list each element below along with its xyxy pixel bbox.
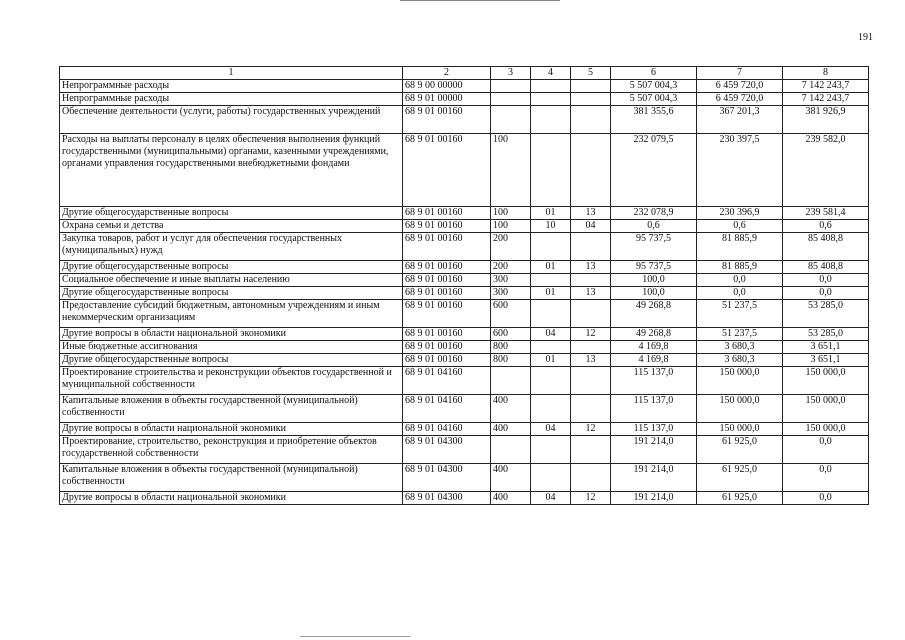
cell-col8: 3 651,1 (783, 341, 869, 354)
cell-name: Иные бюджетные ассигнования (60, 341, 403, 354)
cell-name: Капитальные вложения в объекты государственной (муниципальной) собственности (60, 395, 403, 423)
cell-col7: 6 459 720,0 (697, 93, 783, 106)
table-row (60, 464, 869, 492)
cell-col4: 01 (531, 207, 571, 220)
table-row (60, 207, 869, 220)
cell-code: 68 9 01 00160 (403, 106, 491, 134)
col-header-5: 5 (571, 67, 611, 80)
cell-col7: 150 000,0 (697, 423, 783, 436)
cell-col6: 4 169,8 (611, 354, 697, 367)
cell-col5 (571, 274, 611, 287)
cell-col8: 7 142 243,7 (783, 93, 869, 106)
cell-col4: 04 (531, 328, 571, 341)
cell-col6: 115 137,0 (611, 367, 697, 395)
header-row (60, 67, 869, 80)
cell-col4 (531, 341, 571, 354)
cell-col6: 95 737,5 (611, 261, 697, 274)
table-row (60, 300, 869, 328)
cell-col5 (571, 80, 611, 93)
top-rule (400, 0, 560, 1)
cell-name: Предоставление субсидий бюджетным, автономным учреждениям и иным некоммерческим организациям (60, 300, 403, 328)
cell-col5 (571, 93, 611, 106)
table-row (60, 93, 869, 106)
cell-col3 (491, 367, 531, 395)
cell-col7: 0,6 (697, 220, 783, 233)
cell-col6: 232 079,5 (611, 134, 697, 207)
table-row (60, 220, 869, 233)
cell-col4: 01 (531, 287, 571, 300)
cell-code: 68 9 01 00160 (403, 328, 491, 341)
cell-name: Другие вопросы в области национальной экономики (60, 492, 403, 505)
cell-name: Закупка товаров, работ и услуг для обеспечения государственных (муниципальных) нужд (60, 233, 403, 261)
cell-col3: 100 (491, 134, 531, 207)
cell-code: 68 9 01 04300 (403, 464, 491, 492)
cell-col4 (531, 367, 571, 395)
cell-col5 (571, 367, 611, 395)
table-row (60, 423, 869, 436)
cell-code: 68 9 00 00000 (403, 80, 491, 93)
cell-col3: 200 (491, 233, 531, 261)
cell-col3: 200 (491, 261, 531, 274)
cell-col8: 0,6 (783, 220, 869, 233)
cell-code: 68 9 01 00160 (403, 134, 491, 207)
cell-code: 68 9 01 04300 (403, 436, 491, 464)
cell-code: 68 9 01 04160 (403, 423, 491, 436)
table-row (60, 492, 869, 505)
cell-col8: 239 582,0 (783, 134, 869, 207)
cell-name: Другие общегосударственные вопросы (60, 207, 403, 220)
cell-col6: 4 169,8 (611, 341, 697, 354)
cell-col6: 49 268,8 (611, 328, 697, 341)
cell-col5 (571, 233, 611, 261)
cell-col7: 51 237,5 (697, 328, 783, 341)
cell-col6: 100,0 (611, 274, 697, 287)
cell-name: Обеспечение деятельности (услуги, работы) государственных учреждений (60, 106, 403, 134)
cell-col3: 400 (491, 492, 531, 505)
cell-code: 68 9 01 00160 (403, 261, 491, 274)
table-row (60, 367, 869, 395)
cell-name: Проектирование, строительство, реконструкция и приобретение объектов государственной собственности (60, 436, 403, 464)
cell-code: 68 9 01 00160 (403, 220, 491, 233)
cell-name: Капитальные вложения в объекты государственной (муниципальной) собственности (60, 464, 403, 492)
cell-col8: 85 408,8 (783, 261, 869, 274)
cell-col7: 6 459 720,0 (697, 80, 783, 93)
cell-col3: 100 (491, 207, 531, 220)
cell-col3: 800 (491, 354, 531, 367)
cell-col4 (531, 464, 571, 492)
cell-col7: 61 925,0 (697, 464, 783, 492)
cell-col4 (531, 274, 571, 287)
cell-col6: 191 214,0 (611, 436, 697, 464)
budget-table (59, 66, 869, 505)
table-row (60, 80, 869, 93)
cell-col3: 600 (491, 300, 531, 328)
cell-col3 (491, 93, 531, 106)
bottom-rule (300, 636, 410, 637)
cell-name: Расходы на выплаты персоналу в целях обеспечения выполнения функций государственными (муниципальными) органами, казенными учреждениями, органами управления государственными внебюджетными фондами (60, 134, 403, 207)
cell-col6: 381 355,6 (611, 106, 697, 134)
cell-code: 68 9 01 00160 (403, 233, 491, 261)
cell-col3: 400 (491, 395, 531, 423)
cell-col8: 85 408,8 (783, 233, 869, 261)
table-row (60, 341, 869, 354)
col-header-6: 6 (611, 67, 697, 80)
cell-col5: 13 (571, 287, 611, 300)
cell-col8: 381 926,9 (783, 106, 869, 134)
cell-col5 (571, 106, 611, 134)
cell-col4 (531, 80, 571, 93)
cell-col7: 0,0 (697, 274, 783, 287)
cell-code: 68 9 01 00160 (403, 207, 491, 220)
cell-col3: 400 (491, 464, 531, 492)
cell-col6: 115 137,0 (611, 423, 697, 436)
cell-name: Охрана семьи и детства (60, 220, 403, 233)
cell-col8: 53 285,0 (783, 300, 869, 328)
cell-col6: 191 214,0 (611, 492, 697, 505)
cell-col4: 04 (531, 423, 571, 436)
table-row (60, 233, 869, 261)
cell-col5 (571, 464, 611, 492)
cell-col3 (491, 80, 531, 93)
cell-name: Другие вопросы в области национальной экономики (60, 328, 403, 341)
cell-col5: 13 (571, 207, 611, 220)
cell-col7: 0,0 (697, 287, 783, 300)
cell-col3: 300 (491, 287, 531, 300)
cell-col3: 800 (491, 341, 531, 354)
cell-col4 (531, 436, 571, 464)
cell-col4 (531, 93, 571, 106)
col-header-4: 4 (531, 67, 571, 80)
cell-col4: 10 (531, 220, 571, 233)
cell-col5: 13 (571, 354, 611, 367)
cell-col7: 230 396,9 (697, 207, 783, 220)
cell-col6: 100,0 (611, 287, 697, 300)
cell-col5 (571, 341, 611, 354)
cell-code: 68 9 01 00160 (403, 287, 491, 300)
cell-col4: 01 (531, 261, 571, 274)
cell-col6: 5 507 004,3 (611, 80, 697, 93)
cell-col8: 7 142 243,7 (783, 80, 869, 93)
cell-col4 (531, 106, 571, 134)
table-row (60, 328, 869, 341)
cell-col5: 12 (571, 423, 611, 436)
cell-code: 68 9 01 00000 (403, 93, 491, 106)
table-row (60, 354, 869, 367)
cell-code: 68 9 01 00160 (403, 354, 491, 367)
col-header-2: 2 (403, 67, 491, 80)
cell-code: 68 9 01 04160 (403, 395, 491, 423)
cell-col6: 5 507 004,3 (611, 93, 697, 106)
table-row (60, 436, 869, 464)
cell-col5: 12 (571, 492, 611, 505)
cell-col4 (531, 395, 571, 423)
cell-code: 68 9 01 04160 (403, 367, 491, 395)
cell-col6: 232 078,9 (611, 207, 697, 220)
table-body (60, 67, 869, 505)
cell-col7: 3 680,3 (697, 341, 783, 354)
cell-col4 (531, 134, 571, 207)
cell-col8: 0,0 (783, 274, 869, 287)
cell-col7: 81 885,9 (697, 261, 783, 274)
cell-col5 (571, 300, 611, 328)
cell-name: Социальное обеспечение и иные выплаты населению (60, 274, 403, 287)
cell-col8: 150 000,0 (783, 423, 869, 436)
cell-col3: 600 (491, 328, 531, 341)
cell-col5 (571, 395, 611, 423)
cell-col3 (491, 106, 531, 134)
cell-col7: 150 000,0 (697, 395, 783, 423)
cell-col5 (571, 436, 611, 464)
cell-col5 (571, 134, 611, 207)
cell-name: Другие общегосударственные вопросы (60, 287, 403, 300)
cell-name: Другие вопросы в области национальной экономики (60, 423, 403, 436)
col-header-1: 1 (60, 67, 403, 80)
cell-col8: 239 581,4 (783, 207, 869, 220)
cell-col8: 0,0 (783, 464, 869, 492)
cell-col7: 61 925,0 (697, 436, 783, 464)
cell-col8: 3 651,1 (783, 354, 869, 367)
cell-col4: 04 (531, 492, 571, 505)
cell-col3: 400 (491, 423, 531, 436)
cell-col8: 0,0 (783, 492, 869, 505)
table-row (60, 134, 869, 207)
cell-col7: 150 000,0 (697, 367, 783, 395)
cell-col3: 300 (491, 274, 531, 287)
cell-name: Непрограммные расходы (60, 93, 403, 106)
cell-col6: 0,6 (611, 220, 697, 233)
cell-col7: 81 885,9 (697, 233, 783, 261)
table-row (60, 274, 869, 287)
cell-col8: 0,0 (783, 436, 869, 464)
cell-name: Другие общегосударственные вопросы (60, 354, 403, 367)
page-number: 191 (858, 32, 873, 43)
table-row (60, 395, 869, 423)
cell-col8: 150 000,0 (783, 395, 869, 423)
col-header-7: 7 (697, 67, 783, 80)
cell-col6: 115 137,0 (611, 395, 697, 423)
cell-col4: 01 (531, 354, 571, 367)
cell-name: Непрограммные расходы (60, 80, 403, 93)
cell-col3: 100 (491, 220, 531, 233)
cell-code: 68 9 01 00160 (403, 300, 491, 328)
cell-col3 (491, 436, 531, 464)
cell-col6: 191 214,0 (611, 464, 697, 492)
cell-code: 68 9 01 00160 (403, 274, 491, 287)
cell-name: Другие общегосударственные вопросы (60, 261, 403, 274)
cell-col7: 61 925,0 (697, 492, 783, 505)
table-row (60, 261, 869, 274)
cell-name: Проектирование строительства и реконструкции объектов государственной и муниципальной собственности (60, 367, 403, 395)
cell-col4 (531, 233, 571, 261)
cell-col7: 3 680,3 (697, 354, 783, 367)
cell-code: 68 9 01 04300 (403, 492, 491, 505)
col-header-3: 3 (491, 67, 531, 80)
table-row (60, 287, 869, 300)
cell-col6: 95 737,5 (611, 233, 697, 261)
col-header-8: 8 (783, 67, 869, 80)
cell-col7: 230 397,5 (697, 134, 783, 207)
cell-col7: 367 201,3 (697, 106, 783, 134)
cell-col5: 13 (571, 261, 611, 274)
cell-col6: 49 268,8 (611, 300, 697, 328)
cell-col8: 53 285,0 (783, 328, 869, 341)
cell-col8: 150 000,0 (783, 367, 869, 395)
cell-col5: 12 (571, 328, 611, 341)
cell-code: 68 9 01 00160 (403, 341, 491, 354)
cell-col8: 0,0 (783, 287, 869, 300)
cell-col5: 04 (571, 220, 611, 233)
cell-col7: 51 237,5 (697, 300, 783, 328)
cell-col4 (531, 300, 571, 328)
table-row (60, 106, 869, 134)
